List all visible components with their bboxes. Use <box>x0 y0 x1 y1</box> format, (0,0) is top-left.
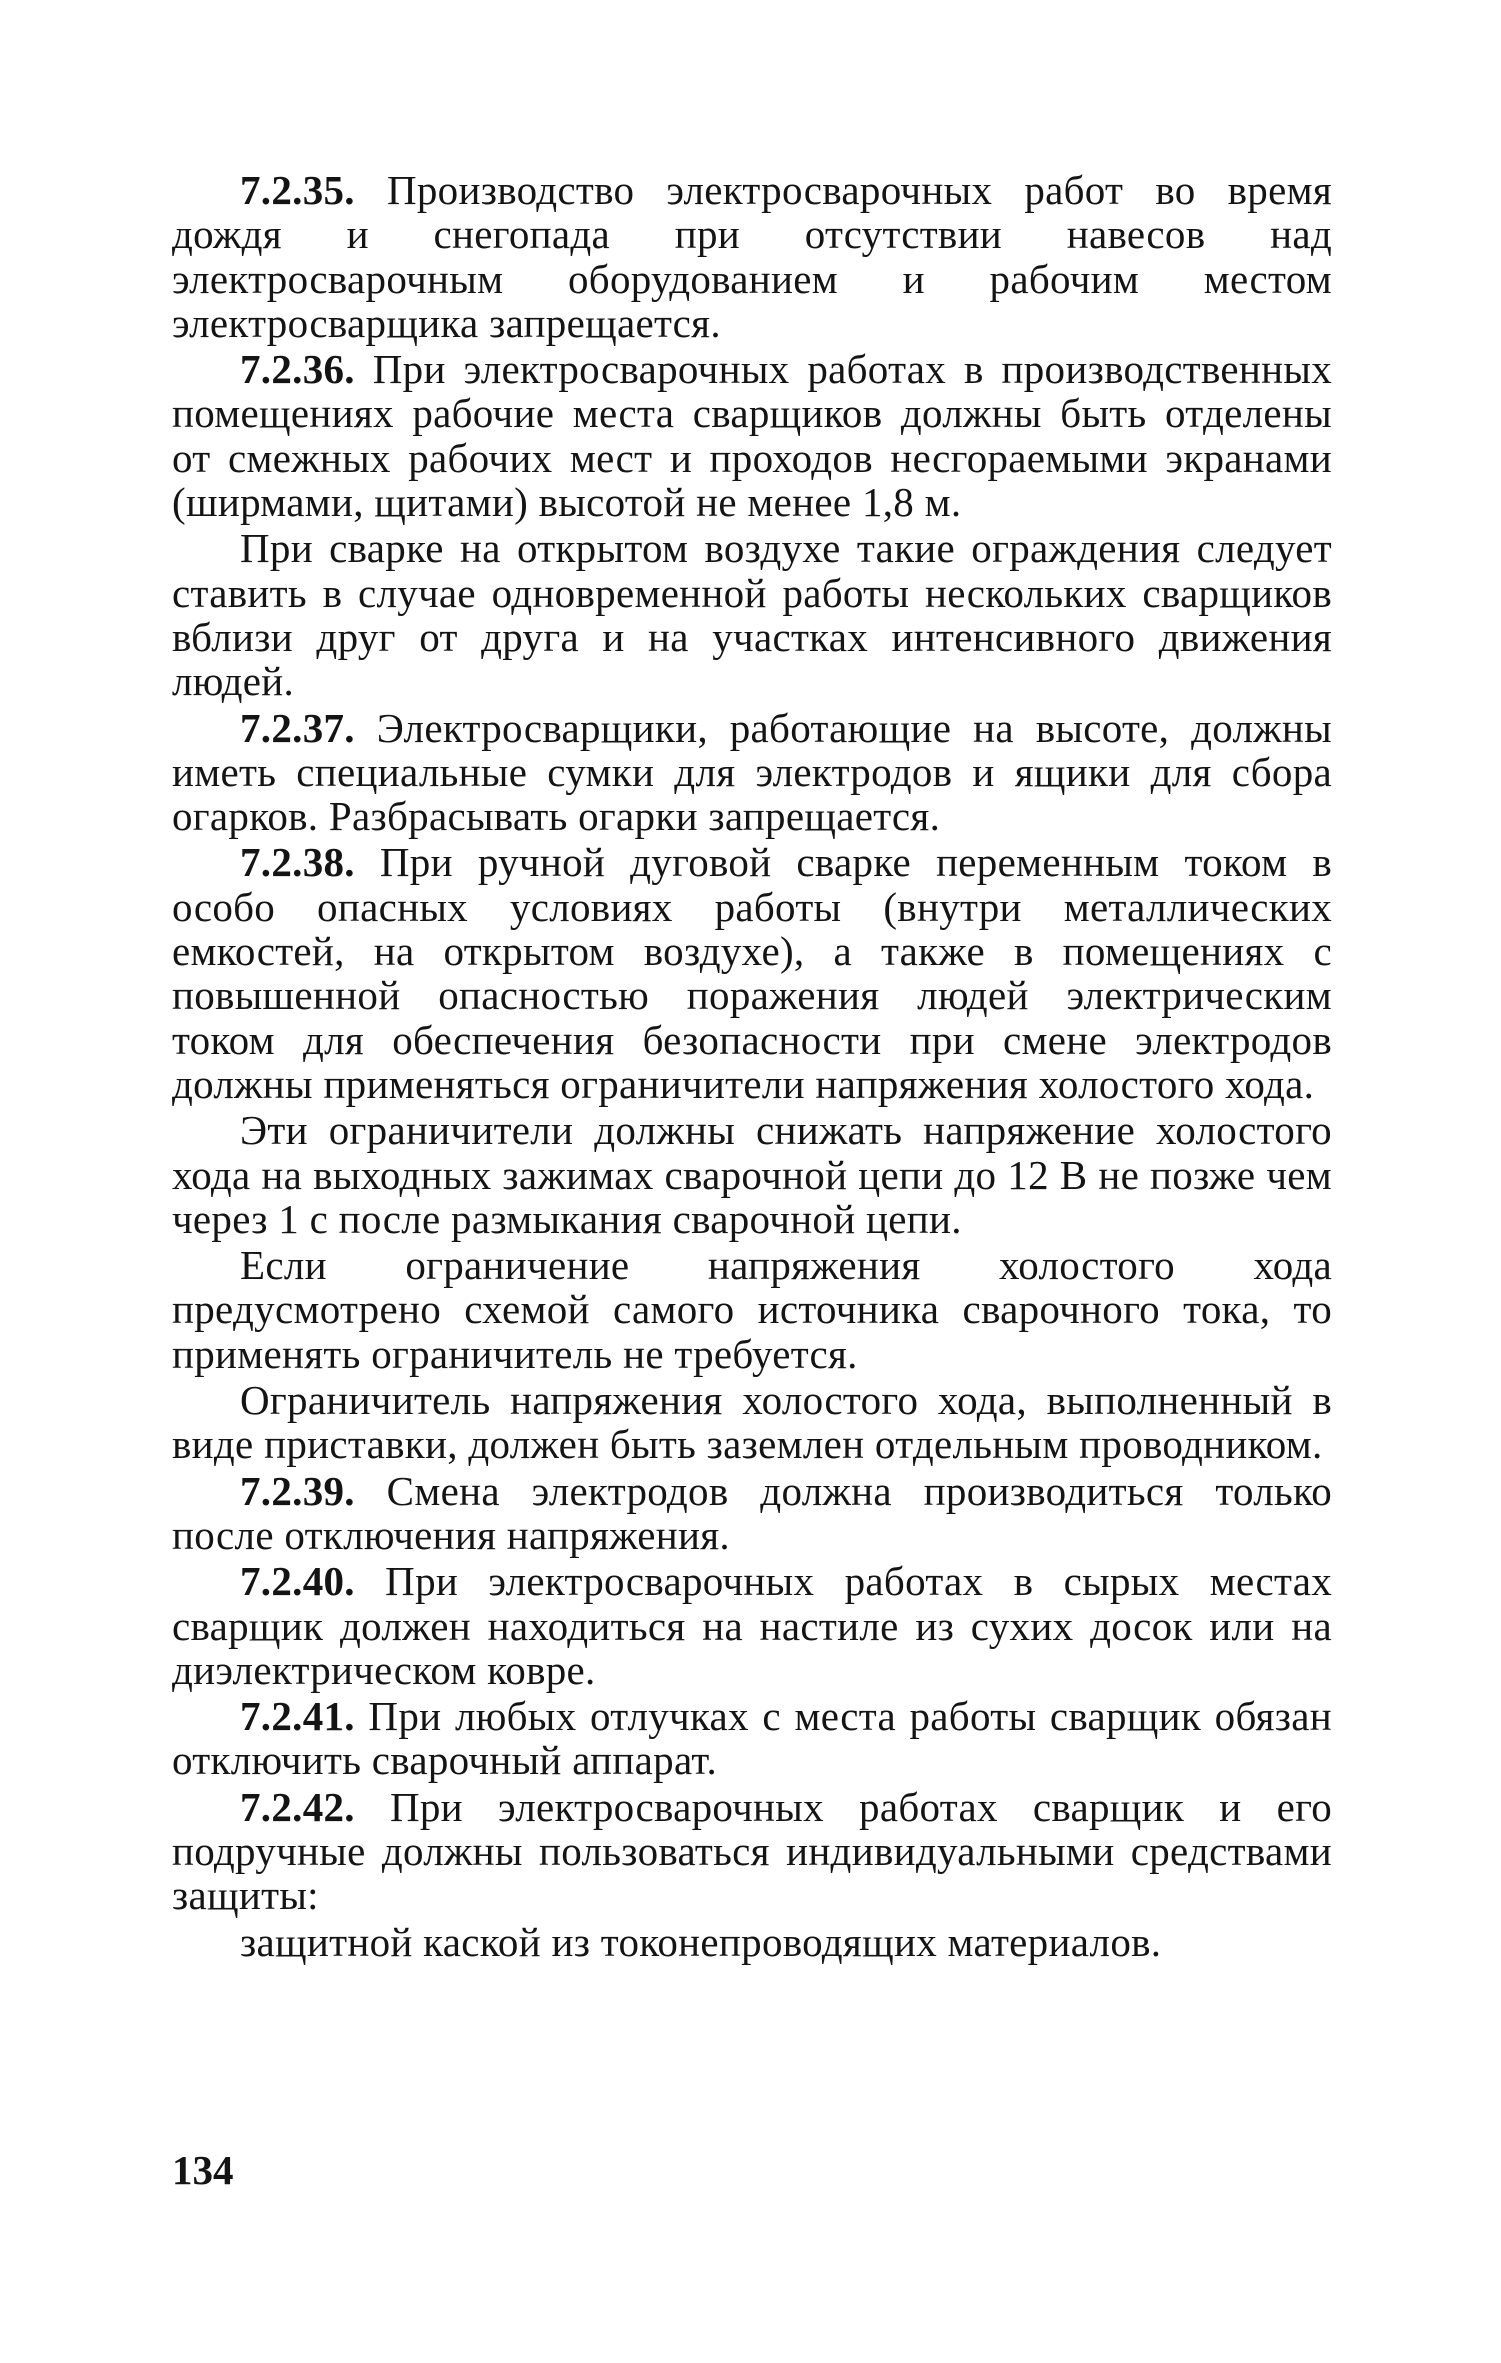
paragraph-limiters-voltage <box>172 1108 1332 1241</box>
paragraph-7-2-38 <box>172 840 1332 1106</box>
paragraph-protective-helmet <box>172 1920 1332 1964</box>
paragraph-7-2-42 <box>172 1785 1332 1918</box>
paragraph-7-2-40 <box>172 1559 1332 1692</box>
paragraph-limiter-not-required <box>172 1243 1332 1376</box>
clause-number: 7.2.36. <box>240 346 355 393</box>
paragraph-text: Если ограничение напряжения холостого хода предусмотрено схемой самого источника сварочного тока, то применять ограничитель не требуется. <box>172 1242 1332 1377</box>
paragraph-limiter-grounding <box>172 1378 1332 1467</box>
paragraph-text: При электросварочных работах сварщик и его подручные должны пользоваться индивидуальными средствами защиты: <box>172 1783 1332 1919</box>
paragraph-7-2-39 <box>172 1469 1332 1558</box>
page-number: 134 <box>172 2147 234 2193</box>
clause-number: 7.2.40. <box>240 1558 355 1605</box>
paragraph-open-air-fencing <box>172 526 1332 703</box>
paragraph-text: При электросварочных работах в сырых местах сварщик должен находиться на настиле из сухих досок или на диэлектрическом ковре. <box>172 1558 1332 1693</box>
paragraph-text: При ручной дуговой сварке переменным током в особо опасных условиях работы (внутри металлических емкостей, на открытом воздухе), а также в помещениях с повышенной опасностью поражения людей электрическим током для обеспечения безопасности при смене электродов должны применяться ограничители напряжения холостого хода. <box>172 839 1332 1107</box>
paragraph-7-2-37 <box>172 706 1332 839</box>
paragraph-text: Эти ограничители должны снижать напряжение холостого хода на выходных зажимах сварочной цепи до 12 В не позже чем через 1 с после размыкания сварочной цепи. <box>172 1107 1332 1242</box>
paragraph-text: При любых отлучках с места работы сварщик обязан отключить сварочный аппарат. <box>172 1693 1332 1784</box>
clause-number: 7.2.38. <box>240 839 355 886</box>
paragraph-7-2-36 <box>172 347 1332 524</box>
clause-number: 7.2.35. <box>240 167 355 213</box>
paragraph-7-2-41 <box>172 1694 1332 1783</box>
page-body <box>172 168 1332 1966</box>
paragraph-text: Ограничитель напряжения холостого хода, выполненный в виде приставки, должен быть заземлен отдельным проводником. <box>172 1377 1332 1468</box>
paragraph-text: Производство электросварочных работ во время дождя и снегопада при отсутствии навесов над электросварочным оборудованием и рабочим местом электросварщика запрещается. <box>172 167 1332 346</box>
clause-number: 7.2.41. <box>240 1693 355 1740</box>
paragraph-text: защитной каской из токонепроводящих материалов. <box>240 1918 1162 1965</box>
clause-number: 7.2.37. <box>240 704 355 751</box>
paragraph-text: При электросварочных работах в производственных помещениях рабочие места сварщиков должны быть отделены от смежных рабочих мест и проходов несгораемыми экранами (ширмами, щитами) высотой не менее 1,8 м. <box>172 346 1332 526</box>
paragraph-text: Электросварщики, работающие на высоте, должны иметь специальные сумки для электродов и ящики для сбора огарков. Разбрасывать огарки запрещается. <box>172 704 1332 840</box>
paragraph-7-2-35 <box>172 168 1332 345</box>
paragraph-text: Смена электродов должна производиться только после отключения напряжения. <box>172 1467 1332 1558</box>
paragraph-text: При сварке на открытом воздухе такие ограждения следует ставить в случае одновременной работы нескольких сварщиков вблизи друг от друга и на участках интенсивного движения людей. <box>172 525 1332 705</box>
clause-number: 7.2.42. <box>240 1783 355 1830</box>
clause-number: 7.2.39. <box>240 1467 355 1514</box>
